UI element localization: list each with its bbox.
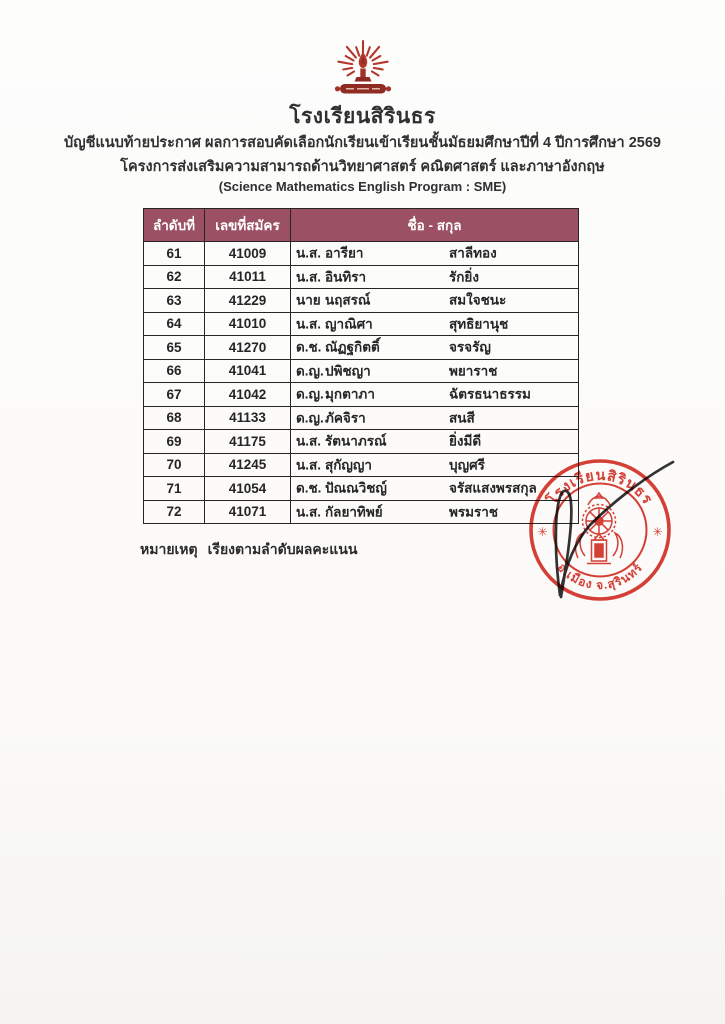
surname: ฉัตรธนาธรรม	[449, 386, 531, 402]
name-prefix: ด.ญ.	[296, 410, 324, 425]
name-cell	[291, 265, 579, 289]
first-name: มุกตาภา	[325, 386, 375, 402]
table-row	[144, 477, 579, 501]
signature	[515, 445, 685, 610]
rank-cell: 70	[144, 453, 205, 477]
document-title-line3: (Science Mathematics English Program : SME)	[218, 179, 507, 194]
rank-cell: 72	[144, 500, 205, 524]
name-prefix: น.ส.	[296, 457, 321, 472]
results-table-container	[143, 208, 578, 524]
first-name: อินทิรา	[325, 269, 367, 284]
first-name: ปัณณวิชญ์	[325, 480, 387, 496]
rank-cell: 64	[144, 312, 205, 336]
stamp-arc-bottom-text: อ.เมือง จ.สุรินทร์	[554, 560, 646, 593]
document-title-line2: โครงการส่งเสริมความสามารถด้านวิทยาศาสตร์ คณิตศาสตร์ และภาษาอังกฤษ	[120, 159, 605, 175]
name-prefix: นาย	[296, 292, 321, 308]
name-cell	[291, 383, 579, 407]
name-cell	[291, 312, 579, 336]
table-row	[144, 500, 579, 524]
name-prefix: ด.ช.	[296, 339, 322, 355]
applicant-number-cell: 41245	[205, 453, 291, 477]
surname: จรัสแสงพรสกุล	[449, 480, 537, 496]
first-name: นฤสรณ์	[325, 292, 371, 308]
first-name: ปพิชญา	[325, 363, 371, 378]
first-name: กัลยาทิพย์	[325, 504, 383, 519]
applicant-number-cell: 41042	[205, 383, 291, 407]
signature-stroke	[515, 445, 685, 610]
name-prefix: น.ส.	[296, 433, 321, 449]
table-row	[144, 336, 579, 360]
surname: พยาราช	[449, 363, 498, 378]
rank-cell: 67	[144, 383, 205, 407]
surname: สมใจชนะ	[449, 292, 507, 308]
name-prefix: ด.ช.	[296, 480, 322, 496]
first-name: รัตนาภรณ์	[325, 433, 387, 449]
name-prefix: น.ส.	[296, 504, 321, 519]
student-table-body	[144, 242, 579, 524]
name-prefix: น.ส.	[296, 316, 321, 331]
rank-cell: 63	[144, 289, 205, 313]
table-row	[144, 289, 579, 313]
footnote-text: เรียงตามลำดับผลคะแนน	[207, 541, 358, 557]
first-name: ญาณิศา	[325, 316, 373, 331]
document-title-line1: บัญชีแนบท้ายประกาศ ผลการสอบคัดเลือกนักเรียนเข้าเรียนชั้นมัธยมศึกษาปีที่ 4 ปีการศึกษา 2569	[64, 135, 661, 151]
stamp-star-left-icon: ✳	[537, 525, 548, 539]
applicant-number-cell: 41175	[205, 430, 291, 454]
applicant-number-cell: 41229	[205, 289, 291, 313]
footnote	[140, 539, 357, 561]
footnote-label: หมายเหตุ	[140, 541, 198, 557]
rank-cell: 65	[144, 336, 205, 360]
school-name: โรงเรียนสิรินธร	[289, 105, 436, 128]
table-row	[144, 406, 579, 430]
name-prefix: น.ส.	[296, 269, 321, 284]
rank-cell: 68	[144, 406, 205, 430]
table-row	[144, 242, 579, 266]
stamp-arc-top-text: โรงเรียนสิรินธร	[544, 467, 656, 508]
surname: จรจรัญ	[449, 339, 491, 355]
applicant-number-cell: 41041	[205, 359, 291, 383]
table-header-row	[144, 209, 579, 242]
applicant-number-cell: 41009	[205, 242, 291, 266]
surname: บุญศรี	[449, 457, 485, 472]
table-row	[144, 453, 579, 477]
table-row	[144, 430, 579, 454]
column-header-rank: ลำดับที่	[144, 209, 205, 242]
table-row	[144, 383, 579, 407]
surname: พรมราช	[449, 504, 499, 519]
school-logo	[322, 36, 404, 104]
applicant-number-cell: 41010	[205, 312, 291, 336]
first-name: ณัฏฐกิตติ์	[325, 339, 380, 355]
name-cell	[291, 359, 579, 383]
applicant-number-cell: 41270	[205, 336, 291, 360]
table-row	[144, 359, 579, 383]
column-header-applicant-number: เลขที่สมัคร	[205, 209, 291, 242]
rank-cell: 62	[144, 265, 205, 289]
table-row	[144, 312, 579, 336]
surname: ยิ่งมีดี	[449, 433, 482, 449]
rank-cell: 66	[144, 359, 205, 383]
name-cell	[291, 289, 579, 313]
name-prefix: ด.ญ.	[296, 363, 324, 378]
column-header-name-surname: ชื่อ - สกุล	[291, 209, 579, 242]
table-row	[144, 265, 579, 289]
surname: สนสี	[449, 410, 475, 425]
stamp-star-right-icon: ✳	[652, 525, 663, 539]
surname: รักยิ่ง	[449, 269, 479, 284]
rank-cell: 69	[144, 430, 205, 454]
name-cell	[291, 336, 579, 360]
applicant-number-cell: 41133	[205, 406, 291, 430]
first-name: สุกัญญา	[325, 457, 372, 472]
rank-cell: 71	[144, 477, 205, 501]
first-name: ภัคจิรา	[325, 410, 366, 425]
surname: สุทธิยานุช	[449, 316, 509, 331]
applicant-number-cell: 41071	[205, 500, 291, 524]
rank-cell: 61	[144, 242, 205, 266]
name-cell	[291, 406, 579, 430]
surname: สาลีทอง	[449, 245, 497, 261]
name-cell	[291, 242, 579, 266]
name-prefix: ด.ญ.	[296, 386, 324, 402]
results-table	[143, 208, 579, 524]
applicant-number-cell: 41011	[205, 265, 291, 289]
name-prefix: น.ส.	[296, 245, 321, 261]
school-logo-icon	[322, 36, 404, 104]
first-name: อารียา	[325, 245, 364, 261]
applicant-number-cell: 41054	[205, 477, 291, 501]
